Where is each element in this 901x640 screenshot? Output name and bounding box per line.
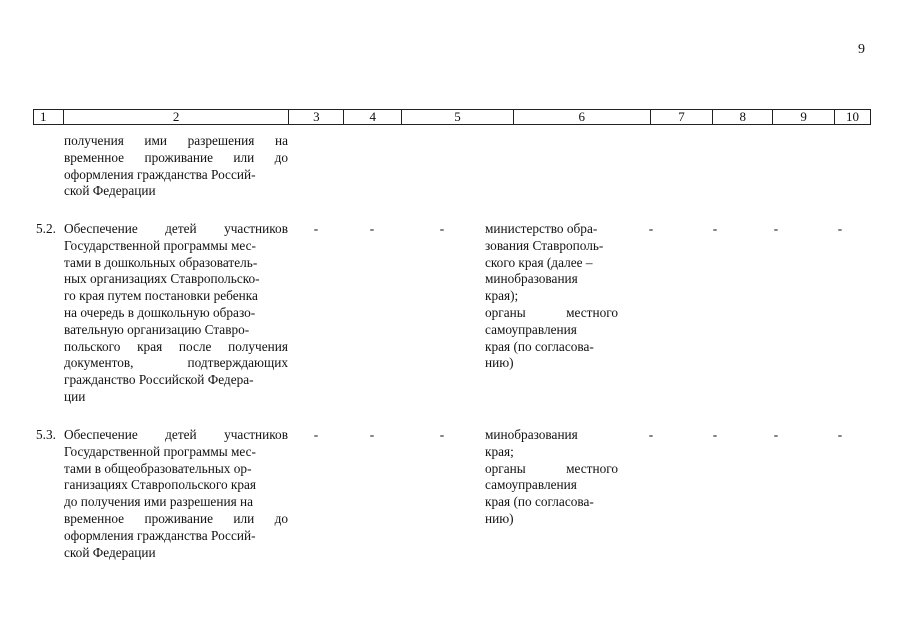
table-column-header-row <box>33 109 871 125</box>
text-line: самоуправления <box>485 321 577 337</box>
executor-text <box>485 221 618 372</box>
text-line: получения ими разрешения на <box>64 133 288 148</box>
text-line: ных организациях Ставропольско- <box>64 271 260 287</box>
cell-col5: - <box>439 427 445 442</box>
column-header-9: 9 <box>773 110 835 124</box>
cell-col8: - <box>712 427 718 442</box>
column-header-3: 3 <box>289 110 344 124</box>
text-line: польского края после получения <box>64 338 288 354</box>
text-line: Обеспечение детей участников <box>64 221 288 236</box>
text-line: зования Ставрополь- <box>485 237 604 253</box>
column-header-6: 6 <box>514 110 651 124</box>
column-header-4: 4 <box>344 110 402 124</box>
text-line: Обеспечение детей участников <box>64 427 288 442</box>
cell-col9: - <box>773 427 779 442</box>
measure-description <box>64 427 288 561</box>
text-line: тами в дошкольных образователь- <box>64 254 258 270</box>
text-line: документов, подтверждающих <box>64 355 288 371</box>
continued-measure-text <box>64 133 288 200</box>
text-line: ганизациях Ставропольского края <box>64 477 257 493</box>
row-number: 5.2. <box>36 221 56 236</box>
text-line: Государственной программы мес- <box>64 237 256 253</box>
text-line: го края путем постановки ребенка <box>64 288 258 304</box>
text-line: оформления гражданства Россий- <box>64 527 256 543</box>
cell-col7: - <box>648 427 654 442</box>
text-line: нию) <box>485 355 514 371</box>
text-line: оформления гражданства Россий- <box>64 166 256 182</box>
text-line: нию) <box>485 510 514 526</box>
cell-col9: - <box>773 221 779 236</box>
text-line: края (по согласова- <box>485 338 594 354</box>
cell-col3: - <box>313 427 319 442</box>
row-number: 5.3. <box>36 427 56 442</box>
column-header-8: 8 <box>713 110 773 124</box>
text-line: временное проживание или до <box>64 510 288 526</box>
text-line: вательную организацию Ставро- <box>64 321 250 337</box>
text-line: министерство обра- <box>485 221 598 236</box>
cell-col7: - <box>648 221 654 236</box>
cell-col10: - <box>837 427 843 442</box>
column-header-5: 5 <box>402 110 514 124</box>
text-line: Государственной программы мес- <box>64 443 256 459</box>
text-line: ской Федерации <box>64 183 156 199</box>
text-line: самоуправления <box>485 477 577 493</box>
text-line: органы местного <box>485 304 618 320</box>
text-line: тами в общеобразовательных ор- <box>64 460 252 476</box>
text-line: минобразования <box>485 271 578 287</box>
text-line: ции <box>64 388 86 404</box>
text-line: ской Федерации <box>64 544 156 560</box>
text-line: на очередь в дошкольную образо- <box>64 304 256 320</box>
cell-col4: - <box>369 221 375 236</box>
cell-col5: - <box>439 221 445 236</box>
executor-text <box>485 427 618 528</box>
cell-col10: - <box>837 221 843 236</box>
text-line: органы местного <box>485 460 618 476</box>
cell-col8: - <box>712 221 718 236</box>
column-header-2: 2 <box>64 110 289 124</box>
text-line: временное проживание или до <box>64 149 288 165</box>
text-line: гражданство Российской Федера- <box>64 372 254 388</box>
text-line: минобразования <box>485 427 578 442</box>
text-line: края (по согласова- <box>485 494 594 510</box>
text-line: до получения ими разрешения на <box>64 494 254 510</box>
cell-col4: - <box>369 427 375 442</box>
text-line: края; <box>485 443 514 459</box>
text-line: края); <box>485 288 519 304</box>
cell-col3: - <box>313 221 319 236</box>
text-line: ского края (далее – <box>485 254 593 270</box>
column-header-1: 1 <box>34 110 64 124</box>
measure-description <box>64 221 288 406</box>
page-number: 9 <box>858 42 865 57</box>
column-header-7: 7 <box>651 110 714 124</box>
column-header-10: 10 <box>846 109 860 124</box>
